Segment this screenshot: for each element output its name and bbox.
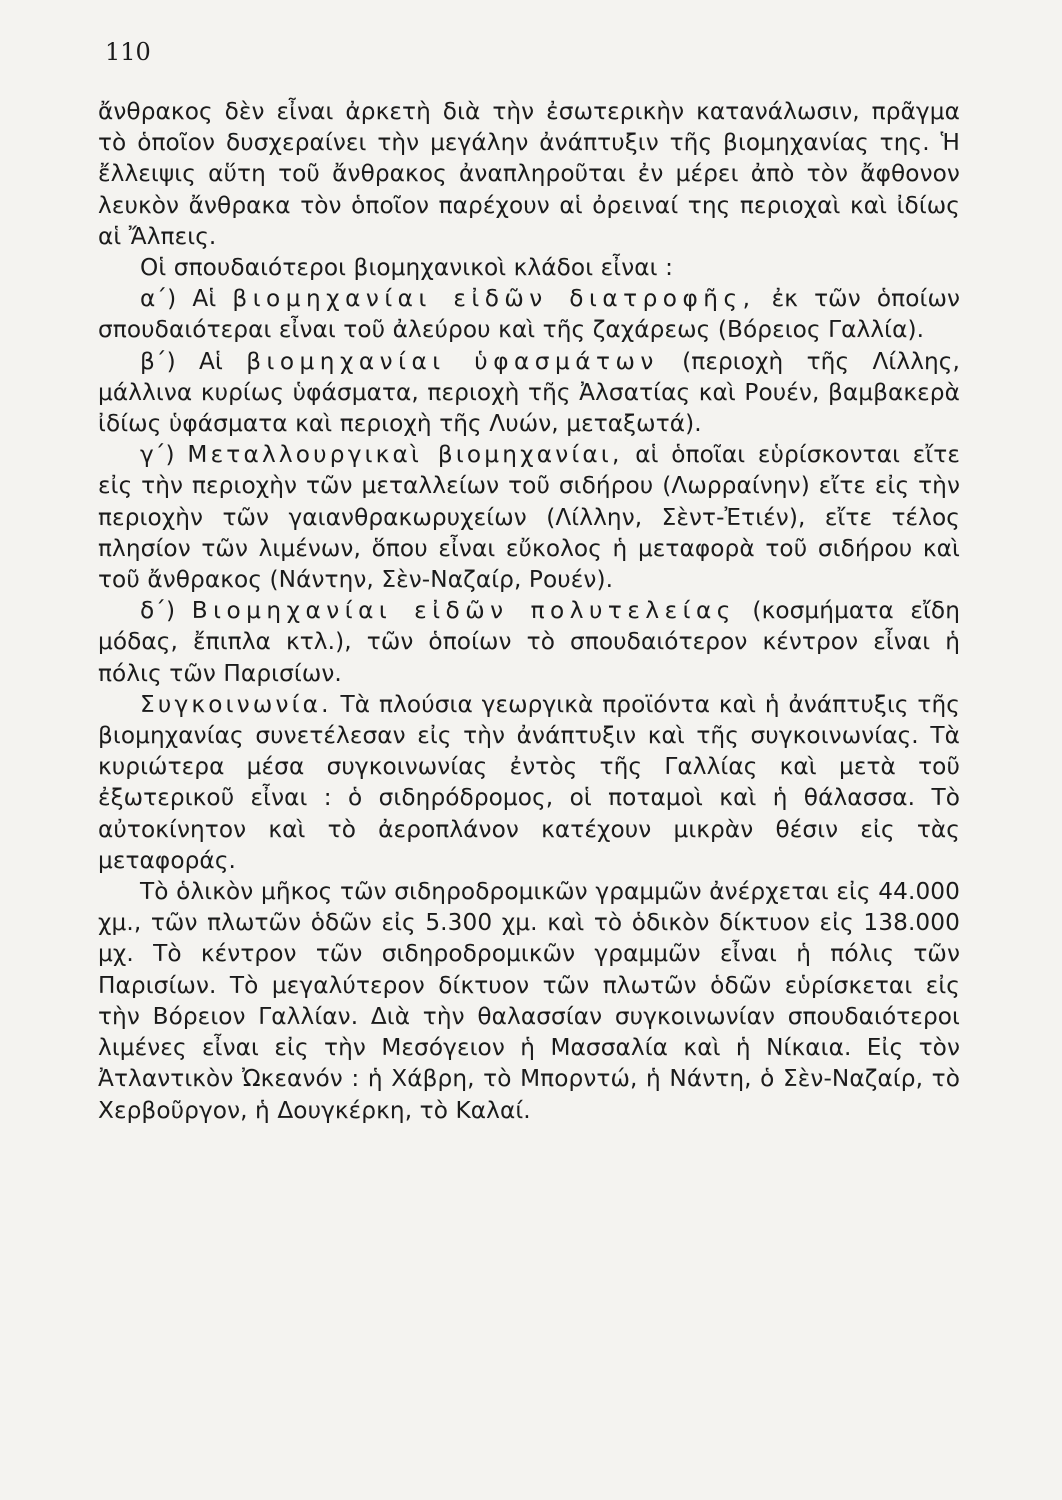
paragraph-coal: ἄνθρακος δὲν εἶναι ἀρκετὴ διὰ τὴν ἐσωτερικὴν κατανάλωσιν, πρᾶγμα τὸ ὁποῖον δυσχεραίνει τὴν μεγάλην ἀνάπτυξιν τῆς βιομηχανίας της. Ἡ ἔλλειψις αὕτη τοῦ ἄνθρακος ἀναπληροῦται ἐν μέρει ἀπὸ τὸν ἄφθονον λευκὸν ἄνθρακα τὸν ὁποῖον παρέχουν αἱ ὀρειναί της περιοχαὶ καὶ ἰδίως αἱ Ἄλπεις. (98, 98, 960, 250)
paragraph-food-industry (98, 283, 960, 345)
item-label: β΄) Αἱ (140, 347, 247, 375)
item-heading: βιομηχανίαι εἰδῶν διατροφῆς, (232, 285, 756, 313)
item-heading: Μεταλλουργικαὶ βιομηχανίαι, (187, 441, 623, 469)
paragraph-luxury-goods (98, 595, 960, 689)
paragraph-industry-intro: Οἱ σπουδαιότεροι βιομηχανικοὶ κλάδοι εἶναι : (140, 254, 673, 282)
body-text (98, 96, 960, 1126)
item-heading: Συγκοινωνία. (140, 690, 332, 718)
item-heading: Βιομηχανίαι εἰδῶν πολυτελείας (191, 597, 736, 625)
page-number: 110 (105, 38, 151, 66)
item-label: α΄) Αἱ (140, 285, 233, 313)
paragraph-textile-industry (98, 346, 960, 440)
item-text: (περιοχὴ τῆς Λίλλης, μάλλινα κυρίως ὑφάσματα, περιοχὴ τῆς Ἀλσατίας καὶ Ρουέν, βαμβακερὰ ἰδίως ὑφάσματα καὶ περιοχὴ τῆς Λυών, μεταξωτά). (98, 347, 960, 438)
item-label: δ΄) (140, 597, 192, 625)
item-text: (κοσμήματα εἴδη μόδας, ἔπιπλα κτλ.), τῶν ὁποίων τὸ σπουδαιότερον κέντρον εἶναι ἡ πόλις τῶν Παρισίων. (98, 597, 960, 687)
item-text: ἐκ τῶν ὁποίων σπουδαιότεραι εἶναι τοῦ ἀλεύρου καὶ τῆς ζαχάρεως (Βόρειος Γαλλία). (98, 285, 961, 344)
item-text: Τὰ πλούσια γεωργικὰ προϊόντα καὶ ἡ ἀνάπτυξις τῆς βιομηχανίας συνετέλεσαν εἰς τὴν ἀνάπτυξιν καὶ τῆς συγκοινωνίας. Τὰ κυριώτερα μέσα συγκοινωνίας ἐντὸς τῆς Γαλλίας καὶ μετὰ τοῦ ἐξωτερικοῦ εἶναι : ὁ σιδηρόδρομος, οἱ ποταμοὶ καὶ ἡ θάλασσα. Τὸ αὐτοκίνητον καὶ τὸ ἀεροπλάνον κατέχουν μικρὰν θέσιν εἰς τὰς μεταφοράς. (98, 690, 960, 874)
item-heading: βιομηχανίαι ὑφασμάτων (246, 347, 659, 375)
item-text: αἱ ὁποῖαι εὑρίσκονται εἴτε εἰς τὴν περιοχὴν τῶν μεταλλείων τοῦ σιδήρου (Λωρραίνην) εἴτε εἰς τὴν περιοχὴν τῶν γαιανθρακωρυχείων (Λίλλην, Σὲντ-Ἐτιέν), εἴτε τέλος πλησίον τῶν λιμένων, ὅπου εἶναι εὔκολος ἡ μεταφορὰ τοῦ σιδήρου καὶ τοῦ ἄνθρακος (Νάντην, Σὲν-Ναζαίρ, Ρουέν). (98, 441, 960, 594)
paragraph-networks: Τὸ ὁλικὸν μῆκος τῶν σιδηροδρομικῶν γραμμῶν ἀνέρχεται εἰς 44.000 χμ., τῶν πλωτῶν ὁδῶν εἰς 5.300 χμ. καὶ τὸ ὁδικὸν δίκτυον εἰς 138.000 μχ. Τὸ κέντρον τῶν σιδηροδρομικῶν γραμμῶν εἶναι ἡ πόλις τῶν Παρισίων. Τὸ μεγαλύτερον δίκτυον τῶν πλωτῶν ὁδῶν εὑρίσκεται εἰς τὴν Βόρειον Γαλλίαν. Διὰ τὴν θαλασσίαν συγκοινωνίαν σπουδαιότεροι λιμένες εἶναι εἰς τὴν Μεσόγειον ἡ Μασσαλία καὶ ἡ Νίκαια. Εἰς τὸν Ἀτλαντικὸν Ὠκεανόν : ἡ Χάβρη, τὸ Μπορντώ, ἡ Νάντη, ὁ Σὲν-Ναζαίρ, τὸ Χερβοῦργον, ἡ Δουγκέρκη, τὸ Καλαί. (98, 878, 960, 1124)
item-label: γ΄) (140, 441, 188, 469)
paragraph-transport (98, 689, 960, 876)
paragraph-metallurgy (98, 439, 960, 595)
